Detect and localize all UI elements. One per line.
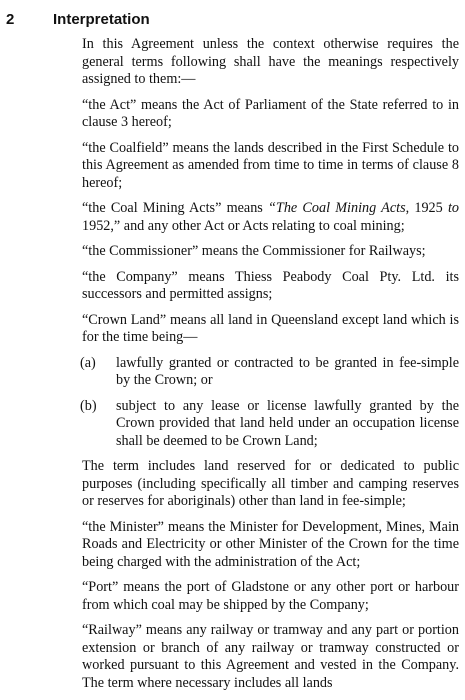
item-label: (a): [80, 354, 96, 371]
definition-port: “Port” means the port of Gladstone or any other port or harbour from which coal may be shipped by the Company;: [82, 579, 459, 613]
definition-act: “the Act” means the Act of Parliament of the State referred to in clause 3 hereof;: [82, 96, 459, 130]
paragraph-term-includes: The term includes land reserved for or dedicated to public purposes (including specifically all timber and camping reserves or reserves for aboriginals) other than land in fee-simple;: [82, 458, 459, 509]
crown-land-item-a: [82, 355, 459, 390]
definition-coal-mining-acts: [82, 200, 459, 235]
coal-mining-acts-pre: “the Coal Mining Acts” means: [82, 200, 269, 216]
crown-land-item-b: [82, 398, 459, 451]
paragraph-intro: In this Agreement unless the context otherwise requires the general terms following shall have the meanings respectively assigned to them:—: [82, 36, 459, 87]
definition-minister: “the Minister” means the Minister for Development, Mines, Main Roads and Electricity or other Minister of the Crown for the time being charged with the administration of the Act;: [82, 518, 459, 570]
section-title: Interpretation: [53, 11, 150, 28]
coal-mining-acts-mid: , 1925: [405, 200, 448, 216]
definition-commissioner: “the Commissioner” means the Commissioner for Railways;: [82, 243, 426, 259]
section-body: [82, 36, 459, 700]
definition-railway: “Railway” means any railway or tramway and any part or portion extension or branch of any railway or tramway constructed or worked pursuant to this Agreement and vested in the Company. The term where necessary includes all lands: [82, 622, 459, 691]
item-label: (b): [80, 397, 97, 414]
item-text: subject to any lease or license lawfully granted by the Crown provided that land held under an occupation license shall be deemed to be Crown Land;: [116, 397, 459, 449]
definition-company: “the Company” means Thiess Peabody Coal Pty. Ltd. its successors and permitted assigns;: [82, 268, 459, 302]
coal-mining-acts-to: to: [447, 200, 460, 216]
definition-crown-land: “Crown Land” means all land in Queensland except land which is for the time being—: [82, 311, 459, 345]
item-text: lawfully granted or contracted to be granted in fee-simple by the Crown; or: [116, 354, 459, 388]
coal-mining-acts-title: “The Coal Mining Acts: [268, 200, 406, 216]
section-number: 2: [6, 11, 15, 28]
definition-coalfield: “the Coalfield” means the lands described in the First Schedule to this Agreement as amended from time to time in terms of clause 8 hereof;: [82, 139, 459, 191]
coal-mining-acts-post: 1952,” and any other Act or Acts relating to coal mining;: [82, 217, 405, 234]
